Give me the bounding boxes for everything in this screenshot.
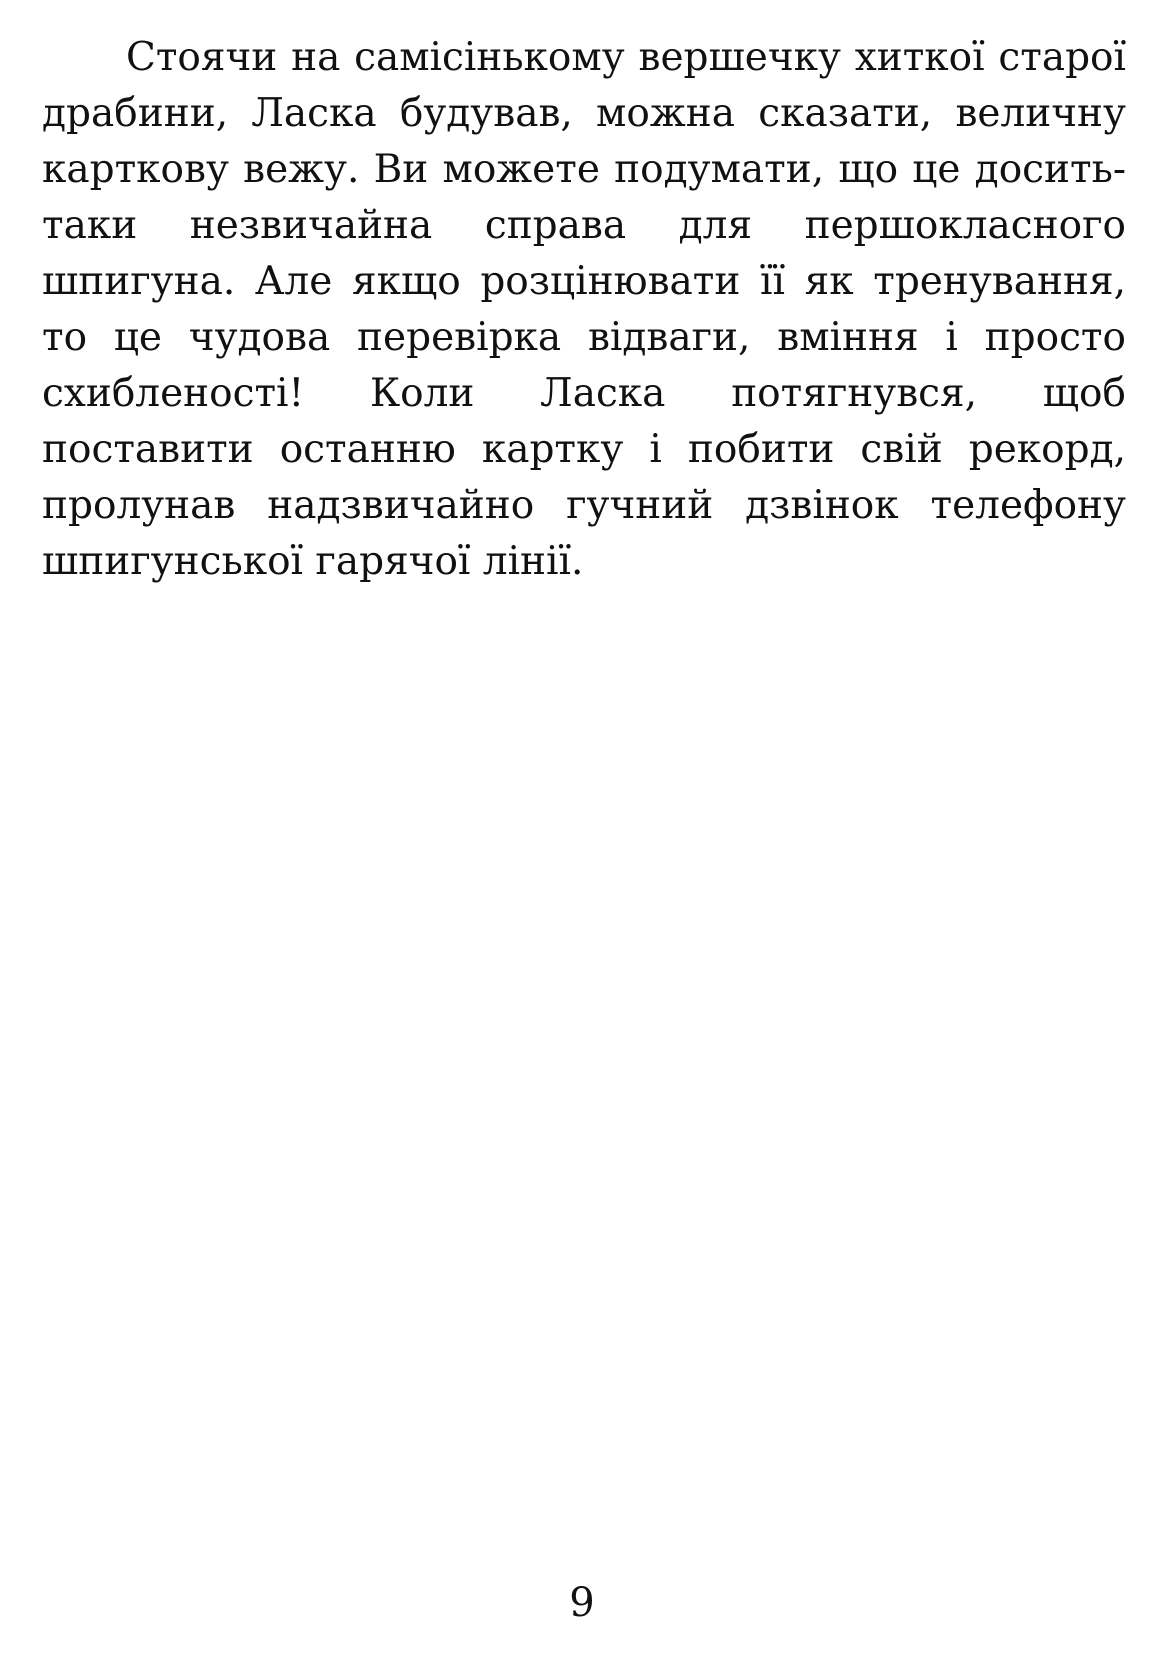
page-number: 9 — [569, 1580, 595, 1626]
body-paragraph: Стоячи на самісінькому вершечку хиткої старої драбини, Ласка будував, можна сказати, величну карткову вежу. Ви можете подумати, що це досить-таки незвичайна справа для першокласного шпигуна. Але якщо розцінювати її як тренування, то це чудова перевірка відваги, вміння і просто схибленості! Коли Ласка потягнувся, щоб поставити останню картку і побити свій рекорд, пролунав надзвичайно гучний дзвінок телефону шпигунської гарячої лінії. — [42, 35, 1126, 584]
